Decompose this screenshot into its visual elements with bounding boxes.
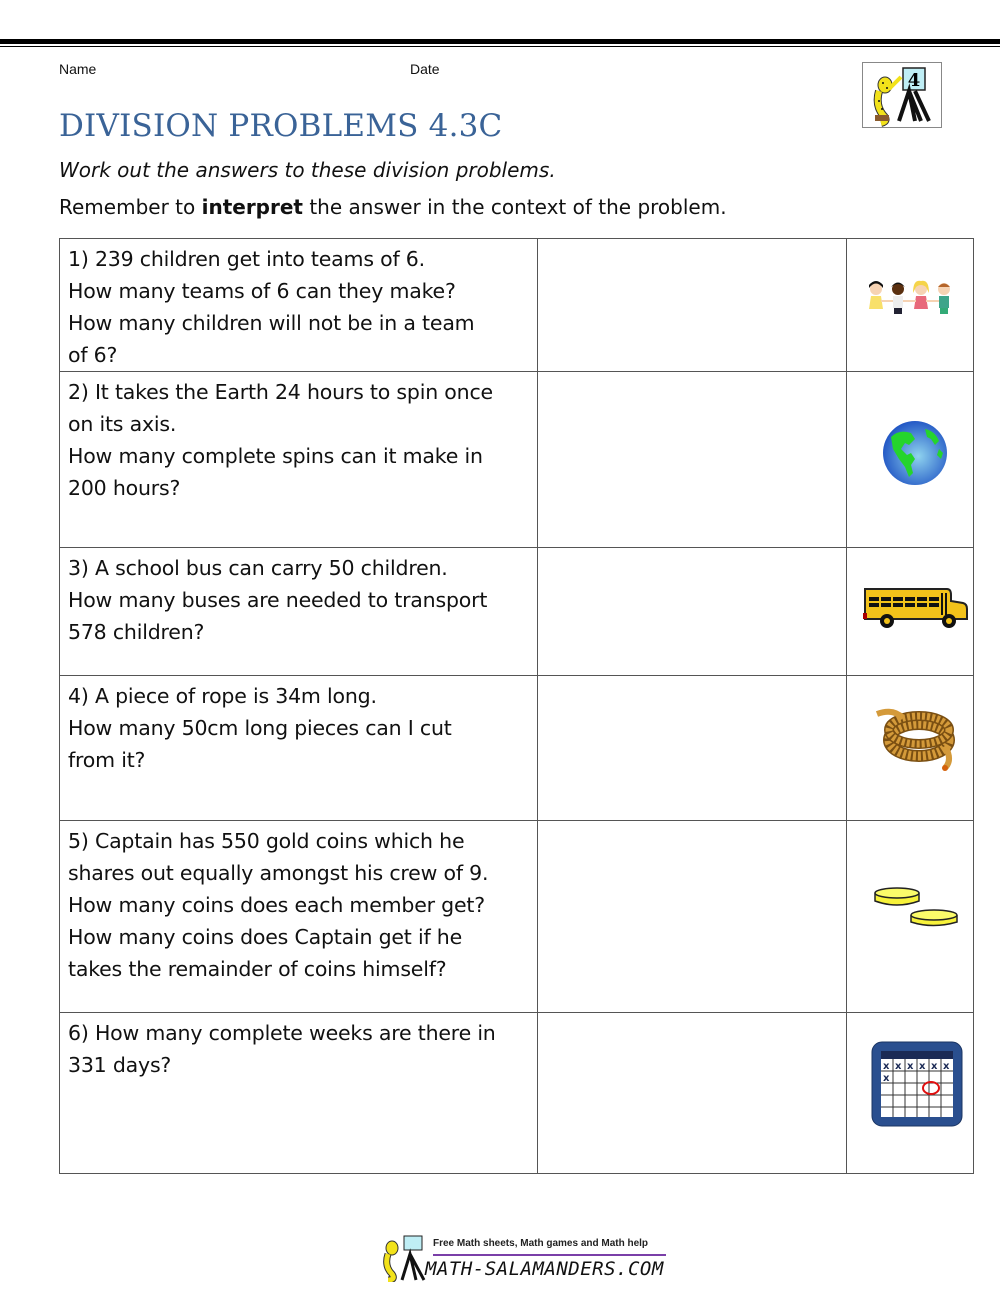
problem-text [60, 821, 538, 1013]
svg-text:x: x [907, 1061, 914, 1072]
problem-row-1 [60, 239, 974, 372]
problem-line: on its axis. [68, 412, 177, 436]
svg-text:x: x [883, 1061, 890, 1072]
footer-site-link[interactable]: MATH-SALAMANDERS.COM [425, 1258, 664, 1280]
svg-text:x: x [895, 1061, 902, 1072]
svg-text:x: x [883, 1073, 890, 1084]
header-rule-thin [0, 46, 1000, 47]
grade-logo [862, 62, 942, 128]
problem-line: 200 hours? [68, 476, 181, 500]
answer-cell[interactable] [537, 1013, 846, 1174]
picture-cell [847, 372, 974, 548]
problem-line: How many coins does each member get? [68, 893, 485, 917]
answer-cell[interactable] [537, 676, 846, 821]
problem-text [60, 548, 538, 676]
salamander-easel-icon [863, 63, 941, 127]
instruction-line-1: Work out the answers to these division problems. [59, 158, 556, 182]
problem-line: shares out equally amongst his crew of 9. [68, 861, 489, 885]
problem-line: from it? [68, 748, 146, 772]
instruction-text: Remember to [59, 195, 202, 219]
picture-cell [847, 239, 974, 372]
footer-tagline: Free Math sheets, Math games and Math help [433, 1238, 649, 1249]
problems-table [59, 238, 974, 1174]
problem-text [60, 372, 538, 548]
svg-text:x: x [943, 1061, 950, 1072]
problem-line: 578 children? [68, 620, 205, 644]
problem-line: 1) 239 children get into teams of 6. [68, 247, 425, 271]
answer-cell[interactable] [537, 372, 846, 548]
problem-line: How many buses are needed to transport [68, 588, 488, 612]
header-rule-thick [0, 39, 1000, 44]
footer-logo [378, 1232, 678, 1284]
school-bus-icon [861, 585, 971, 631]
problem-line: 6) How many complete weeks are there in [68, 1021, 496, 1045]
problem-row-5 [60, 821, 974, 1013]
rope-icon [873, 700, 959, 772]
problem-line: 2) It takes the Earth 24 hours to spin once [68, 380, 493, 404]
problem-line: 4) A piece of rope is 34m long. [68, 684, 377, 708]
problem-line: takes the remainder of coins himself? [68, 957, 447, 981]
picture-cell [847, 676, 974, 821]
gold-coins-icon [873, 885, 961, 927]
problem-line: How many children will not be in a team [68, 311, 475, 335]
problem-row-2 [60, 372, 974, 548]
children-icon [865, 279, 957, 319]
problem-line: How many teams of 6 can they make? [68, 279, 456, 303]
svg-text:4: 4 [907, 70, 921, 91]
date-label: Date [410, 61, 440, 77]
name-label: Name [59, 61, 97, 77]
problem-row-3 [60, 548, 974, 676]
answer-cell[interactable] [537, 821, 846, 1013]
page-title: DIVISION PROBLEMS 4.3C [59, 108, 503, 144]
problem-line: 3) A school bus can carry 50 children. [68, 556, 448, 580]
problem-line: How many complete spins can it make in [68, 444, 483, 468]
problem-row-6 [60, 1013, 974, 1174]
earth-icon [881, 419, 949, 487]
problem-line: How many 50cm long pieces can I cut [68, 716, 452, 740]
salamander-logo-icon [378, 1234, 430, 1282]
problem-line: of 6? [68, 343, 118, 367]
svg-text:x: x [931, 1061, 938, 1072]
problem-line: 5) Captain has 550 gold coins which he [68, 829, 465, 853]
problem-row-4 [60, 676, 974, 821]
instruction-text: the answer in the context of the problem. [302, 195, 727, 219]
svg-text:x: x [919, 1061, 926, 1072]
picture-cell [847, 821, 974, 1013]
answer-cell[interactable] [537, 548, 846, 676]
instruction-line-2 [59, 195, 727, 219]
answer-cell[interactable] [537, 239, 846, 372]
picture-cell [847, 1013, 974, 1174]
footer-divider [433, 1254, 666, 1256]
problem-text [60, 239, 538, 372]
problem-line: 331 days? [68, 1053, 172, 1077]
problem-text [60, 676, 538, 821]
picture-cell [847, 548, 974, 676]
calendar-icon [871, 1041, 963, 1127]
instruction-emphasis: interpret [201, 195, 303, 219]
problem-line: How many coins does Captain get if he [68, 925, 462, 949]
problem-text [60, 1013, 538, 1174]
